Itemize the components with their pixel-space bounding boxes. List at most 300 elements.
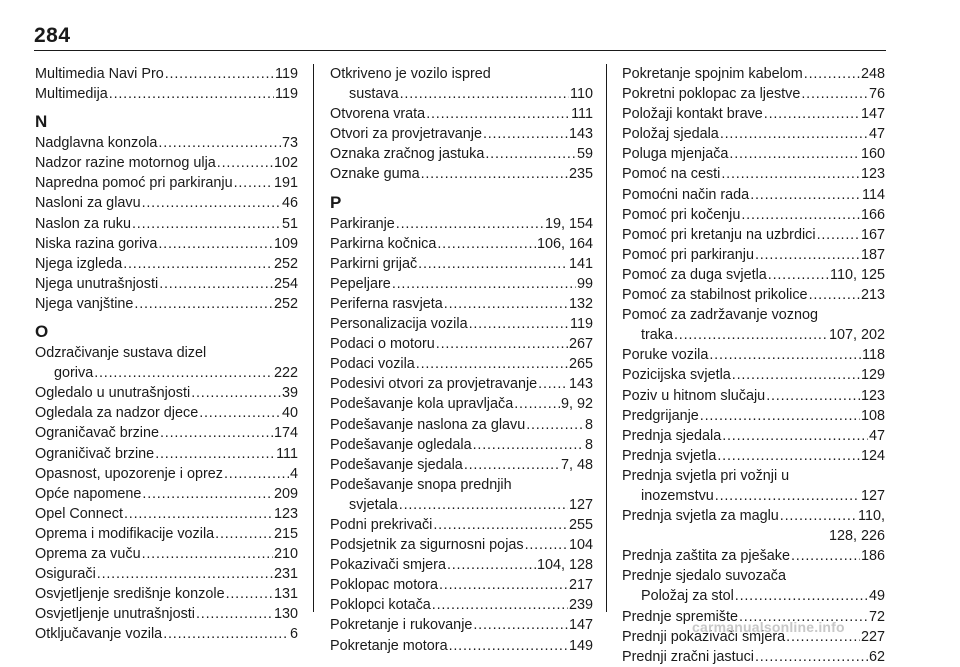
- index-entry: [35, 214, 298, 234]
- index-entry-label: Prednja svjetla za maglu: [622, 508, 779, 525]
- section-letter: O: [35, 322, 49, 342]
- index-entry-label: inozemstvu: [641, 487, 714, 504]
- leader-dots: [538, 374, 568, 394]
- leader-dots: [97, 564, 273, 584]
- index-entry-page: 124: [860, 447, 885, 464]
- leader-dots: [447, 555, 536, 575]
- leader-dots: [436, 334, 568, 354]
- column-divider-1: [313, 64, 314, 612]
- index-entry: [35, 84, 298, 104]
- index-entry-label: Opasnost, upozorenje i oprez: [35, 465, 223, 482]
- leader-dots: [809, 285, 860, 305]
- index-entry: [622, 486, 885, 506]
- index-entry-label: Podaci vozila: [330, 356, 415, 373]
- index-entry-label: Njega vanjštine: [35, 295, 134, 312]
- watermark-text: carmanualsonline.info: [692, 619, 845, 635]
- leader-dots: [721, 164, 860, 184]
- index-entry-page: 130: [273, 606, 298, 623]
- index-entry-page: 209: [273, 485, 298, 502]
- index-entry-page: 4: [289, 465, 298, 482]
- index-entry: [330, 254, 593, 274]
- leader-dots: [801, 84, 868, 104]
- leader-dots: [709, 345, 861, 365]
- index-entry-page: 73: [281, 135, 298, 152]
- index-entry: [35, 524, 298, 544]
- index-entry-label: Prednje spremište: [622, 608, 738, 625]
- index-entry-page: 127: [860, 487, 885, 504]
- leader-dots: [449, 636, 568, 656]
- index-entry-label: Podsjetnik za sigurnosni pojas: [330, 537, 524, 554]
- index-entry-label: Nadzor razine motornog ulja: [35, 155, 216, 172]
- index-entry-label: Pomoć na cesti: [622, 166, 721, 183]
- leader-dots: [217, 153, 273, 173]
- index-entry-label: Njega unutrašnjosti: [35, 275, 159, 292]
- index-entry: [330, 455, 593, 475]
- index-entry: [622, 406, 885, 426]
- leader-dots: [439, 575, 568, 595]
- index-entry-label: Ograničivač brzine: [35, 445, 155, 462]
- leader-dots: [158, 234, 273, 254]
- index-entry: [35, 564, 298, 584]
- index-entry-page: 46: [281, 195, 298, 212]
- index-entry-label: Pokretanje spojnim kabelom: [622, 66, 803, 82]
- index-entry: [330, 84, 593, 104]
- index-entry-label: Multimedia Navi Pro: [35, 66, 164, 82]
- index-entry-label: Pokretanje motora: [330, 637, 448, 654]
- index-entry-page: 265: [568, 356, 593, 373]
- index-entry: [330, 214, 593, 234]
- index-entry-page: 123: [860, 387, 885, 404]
- index-entry-label: Oprema za vuču: [35, 545, 141, 562]
- index-entry-label: Prednji zračni jastuci: [622, 648, 754, 665]
- index-entry-page: 235: [568, 166, 593, 183]
- index-entry-page: 72: [868, 608, 885, 625]
- index-entry-label: Poklopci kotača: [330, 597, 431, 614]
- index-entry-page: 143: [568, 126, 593, 143]
- leader-dots: [715, 486, 860, 506]
- index-entry: [330, 164, 593, 184]
- leader-dots: [142, 544, 273, 564]
- index-entry: [330, 535, 593, 555]
- index-entry-heading: Odzračivanje sustava dizel: [35, 345, 207, 362]
- leader-dots: [526, 415, 584, 435]
- index-entry-label: Podaci o motoru: [330, 336, 435, 353]
- index-entry-page: 210: [273, 545, 298, 562]
- index-entry: [330, 104, 593, 124]
- index-entry-label: Podešavanje ogledala: [330, 436, 472, 453]
- index-entry-page: 129: [860, 367, 885, 384]
- index-entry-page: 255: [568, 516, 593, 533]
- leader-dots: [226, 584, 273, 604]
- index-entry-page: 119: [275, 86, 298, 103]
- leader-dots: [124, 504, 273, 524]
- index-entry-label: Položaj za stol: [641, 588, 734, 605]
- leader-dots: [421, 164, 568, 184]
- index-entry-page: 141: [568, 255, 593, 272]
- index-entry-page: 49: [868, 588, 885, 605]
- index-entry: [330, 124, 593, 144]
- index-entry: [35, 604, 298, 624]
- leader-dots: [485, 144, 576, 164]
- index-entry: [330, 555, 593, 575]
- index-entry-page: 76: [868, 86, 885, 103]
- index-entry-label: Pomoć pri kretanju na uzbrdici: [622, 226, 816, 243]
- index-entry: [330, 374, 593, 394]
- index-entry-page: 267: [568, 336, 593, 353]
- leader-dots: [134, 294, 273, 314]
- index-entry-label: Pepeljare: [330, 275, 391, 292]
- index-entry-label: Prednja svjetla: [622, 447, 717, 464]
- index-entry-page: 252: [273, 255, 298, 272]
- index-entry-page: 127: [568, 496, 593, 513]
- leader-dots: [469, 314, 569, 334]
- index-entry-label: Otvorena vrata: [330, 106, 426, 123]
- leader-dots: [804, 64, 860, 84]
- index-entry-page: 47: [868, 126, 885, 143]
- index-entry-page: 160: [860, 146, 885, 163]
- index-entry: [330, 294, 593, 314]
- leader-dots: [191, 383, 281, 403]
- index-entry-page: 39: [281, 385, 298, 402]
- leader-dots: [142, 484, 273, 504]
- index-entry-label: Podni prekrivači: [330, 516, 433, 533]
- header-rule: [34, 50, 886, 51]
- leader-dots: [525, 535, 568, 555]
- index-entry: [330, 274, 593, 294]
- leader-dots: [142, 193, 281, 213]
- index-entry-label: Parkiranje: [330, 215, 395, 232]
- section-letter: P: [330, 192, 342, 212]
- leader-dots: [780, 506, 857, 526]
- leader-dots: [700, 406, 860, 426]
- index-entry-label: Niska razina goriva: [35, 235, 158, 252]
- index-column-3: [622, 64, 885, 667]
- leader-dots: [196, 604, 273, 624]
- index-entry: [330, 595, 593, 615]
- index-entry: [35, 624, 298, 644]
- index-entry-page: 222: [273, 365, 298, 382]
- leader-dots: [155, 444, 275, 464]
- index-entry: [35, 504, 298, 524]
- index-entry-page: 174: [273, 425, 298, 442]
- index-entry: [35, 234, 298, 254]
- index-entry-page: 6: [289, 626, 298, 643]
- leader-dots: [674, 325, 828, 345]
- index-entry-page: 147: [860, 106, 885, 123]
- index-entry: [35, 363, 298, 383]
- index-entry-page: 108: [860, 407, 885, 424]
- index-entry-page: 114: [862, 186, 885, 203]
- leader-dots: [109, 84, 274, 104]
- index-entry-page: 40: [281, 405, 298, 422]
- index-entry-label: Podešavanje kola upravljača: [330, 396, 514, 413]
- leader-dots: [399, 495, 568, 515]
- index-entry-page: 7, 48: [560, 456, 593, 473]
- index-entry-label: Prednji pokazivači smjera: [622, 628, 786, 645]
- index-entry-page: 110: [570, 86, 593, 103]
- index-entry: [622, 386, 885, 406]
- index-entry: [622, 245, 885, 265]
- index-entry-label: Pomoć pri parkiranju: [622, 246, 754, 263]
- index-entry-label: Nadglavna konzola: [35, 135, 158, 152]
- section-letter: N: [35, 112, 48, 132]
- index-column-1: [35, 64, 298, 644]
- leader-dots: [735, 586, 868, 606]
- index-entry: [622, 365, 885, 385]
- page-number: 284: [34, 24, 71, 47]
- leader-dots: [755, 647, 868, 667]
- index-entry-page: 119: [570, 316, 593, 333]
- index-entry-label: Oprema i modifikacije vozila: [35, 525, 215, 542]
- index-entry-label: Osvjetljenje središnje konzole: [35, 586, 225, 603]
- leader-dots: [750, 185, 861, 205]
- index-entry: [622, 546, 885, 566]
- index-entry-label: Poziv u hitnom slučaju: [622, 387, 766, 404]
- index-entry-label: Opel Connect: [35, 505, 123, 522]
- index-entry-label: Ogledalo u unutrašnjosti: [35, 385, 191, 402]
- index-entry: [35, 484, 298, 504]
- index-entry-heading: Pomoć za zadržavanje voznog: [622, 307, 818, 324]
- index-entry-label: Oznaka zračnog jastuka: [330, 146, 485, 163]
- index-entry-label: Pomoćni način rada: [622, 186, 750, 203]
- leader-dots: [234, 173, 273, 193]
- index-entry: [35, 383, 298, 403]
- index-entry: [330, 144, 593, 164]
- index-entry-page: 51: [281, 215, 298, 232]
- index-entry-page: 252: [273, 295, 298, 312]
- leader-dots: [418, 254, 568, 274]
- index-entry-page: 104, 128: [536, 557, 593, 574]
- index-entry: [330, 334, 593, 354]
- index-entry: [35, 544, 298, 564]
- index-entry-label: Opće napomene: [35, 485, 142, 502]
- index-entry-page: 106, 164: [536, 235, 593, 252]
- leader-dots: [464, 455, 560, 475]
- index-entry: [330, 575, 593, 595]
- index-entry-label: Pokazivači smjera: [330, 557, 446, 574]
- index-entry: [330, 435, 593, 455]
- index-entry-label: Multimedija: [35, 86, 108, 103]
- index-entry-label: Personalizacija vozila: [330, 316, 468, 333]
- leader-dots: [123, 254, 273, 274]
- index-entry-page: 132: [568, 295, 593, 312]
- index-entry-page: 143: [568, 376, 593, 393]
- index-entry: [35, 423, 298, 443]
- index-entry-page: 187: [860, 246, 885, 263]
- leader-dots: [160, 423, 273, 443]
- index-entry: [622, 124, 885, 144]
- index-entry-page: 123: [860, 166, 885, 183]
- leader-dots: [224, 464, 289, 484]
- index-entry-label: Predgrijanje: [622, 407, 699, 424]
- index-entry: [330, 615, 593, 635]
- index-entry: [35, 294, 298, 314]
- index-entry: [622, 506, 885, 526]
- index-entry: [330, 394, 593, 414]
- index-entry-heading: Otkriveno je vozilo ispred: [330, 66, 491, 82]
- leader-dots: [791, 546, 860, 566]
- index-entry: [622, 64, 885, 84]
- index-entry-label: goriva: [54, 365, 94, 382]
- index-entry-label: Poluga mjenjača: [622, 146, 729, 163]
- index-entry-page: 118: [862, 347, 885, 364]
- leader-dots: [473, 615, 568, 635]
- index-entry-page: 107, 202: [828, 327, 885, 344]
- index-entry: [35, 254, 298, 274]
- index-entry-label: Naslon za ruku: [35, 215, 131, 232]
- index-entry: [35, 193, 298, 213]
- index-entry-page: 110, 125: [830, 266, 885, 283]
- leader-dots: [158, 133, 281, 153]
- index-entry-page: 213: [860, 287, 885, 304]
- leader-dots: [473, 435, 584, 455]
- index-entry-page: 99: [576, 275, 593, 292]
- index-entry: [35, 274, 298, 294]
- index-entry: [622, 225, 885, 245]
- index-entry-page: 104: [568, 537, 593, 554]
- index-entry-label: Osvjetljenje unutrašnjosti: [35, 606, 195, 623]
- leader-dots: [720, 124, 868, 144]
- index-entry-heading: Prednje sjedalo suvozača: [622, 568, 786, 585]
- leader-dots: [817, 225, 860, 245]
- index-entry-label: Otvori za provjetravanje: [330, 126, 482, 143]
- index-entry-label: Poruke vozila: [622, 347, 709, 364]
- index-entry: [622, 84, 885, 104]
- index-entry: [622, 345, 885, 365]
- index-entry-page: 215: [273, 525, 298, 542]
- leader-dots: [94, 363, 273, 383]
- leader-dots: [732, 365, 860, 385]
- index-entry: [35, 133, 298, 153]
- index-entry-label: Položaj sjedala: [622, 126, 719, 143]
- index-entry-page: 19, 154: [544, 215, 593, 232]
- index-entry: [622, 586, 885, 606]
- index-entry-label: Njega izgleda: [35, 255, 123, 272]
- index-entry: [35, 64, 298, 84]
- index-entry-page: 8: [584, 436, 593, 453]
- leader-dots: [433, 515, 568, 535]
- leader-dots: [722, 426, 868, 446]
- index-entry-page: 111: [571, 106, 593, 123]
- index-entry-label: Podešavanje sjedala: [330, 456, 463, 473]
- leader-dots: [199, 403, 281, 423]
- leader-dots: [396, 214, 544, 234]
- index-entry-page: 147: [568, 617, 593, 634]
- index-entry-page: 239: [568, 597, 593, 614]
- index-entry: [330, 415, 593, 435]
- index-entry-label: Pokretanje i rukovanje: [330, 617, 473, 634]
- index-entry: [622, 325, 885, 345]
- index-column-2: [330, 64, 593, 656]
- leader-dots: [165, 64, 274, 84]
- index-entry-page: 186: [860, 548, 885, 565]
- leader-dots: [717, 446, 860, 466]
- leader-dots: [163, 624, 289, 644]
- index-entry: [35, 584, 298, 604]
- index-entry-label: Oznake guma: [330, 166, 420, 183]
- leader-dots: [432, 595, 568, 615]
- index-entry-page: 102: [273, 155, 298, 172]
- index-entry-label: Napredna pomoć pri parkiranju: [35, 175, 233, 192]
- index-entry-page: 123: [273, 505, 298, 522]
- index-entry-heading: Podešavanje snopa prednjih: [330, 476, 512, 493]
- index-entry-label: Podesivi otvori za provjetravanje: [330, 376, 538, 393]
- index-entry-label: Pozicijska svjetla: [622, 367, 731, 384]
- index-entry-page: 109: [273, 235, 298, 252]
- index-entry-page-continuation: 128, 226: [828, 528, 885, 545]
- index-entry-label: svjetala: [349, 496, 398, 513]
- leader-dots: [400, 84, 569, 104]
- index-entry: [330, 515, 593, 535]
- leader-dots: [132, 214, 281, 234]
- index-entry-label: traka: [641, 327, 673, 344]
- leader-dots: [514, 394, 560, 414]
- index-entry-label: Periferna rasvjeta: [330, 295, 443, 312]
- index-entry: [622, 647, 885, 667]
- index-entry: [622, 265, 885, 285]
- leader-dots: [426, 104, 570, 124]
- index-entry: [622, 185, 885, 205]
- index-entry-label: Pomoć za stabilnost prikolice: [622, 287, 808, 304]
- index-entry: [622, 285, 885, 305]
- leader-dots: [729, 144, 860, 164]
- index-entry-page: 227: [860, 628, 885, 645]
- index-entry-label: Pomoć za duga svjetla: [622, 266, 767, 283]
- index-entry: [330, 354, 593, 374]
- index-entry-label: Pokretni poklopac za ljestve: [622, 86, 801, 103]
- index-entry-label: sustava: [349, 86, 399, 103]
- index-entry-label: Podešavanje naslona za glavu: [330, 416, 526, 433]
- index-entry-label: Ogledala za nadzor djece: [35, 405, 199, 422]
- index-entry-heading: Prednja svjetla pri vožnji u: [622, 467, 790, 484]
- index-entry-label: Pomoć pri kočenju: [622, 206, 741, 223]
- index-entry-page: 111: [276, 445, 298, 462]
- index-entry-page: 110,: [858, 508, 885, 525]
- index-entry: [35, 153, 298, 173]
- index-entry-page: 166: [860, 206, 885, 223]
- leader-dots: [444, 294, 568, 314]
- index-entry-page: 59: [576, 146, 593, 163]
- index-entry-page: 231: [273, 566, 298, 583]
- index-entry-page: 62: [868, 648, 885, 665]
- leader-dots: [483, 124, 568, 144]
- index-entry-label: Poklopac motora: [330, 577, 438, 594]
- index-entry: [35, 403, 298, 423]
- index-entry-page: 9, 92: [560, 396, 593, 413]
- index-entry-page: 254: [273, 275, 298, 292]
- index-entry-label: Položaji kontakt brave: [622, 106, 763, 123]
- leader-dots: [766, 386, 860, 406]
- index-entry: [622, 104, 885, 124]
- index-entry-page: 47: [868, 427, 885, 444]
- index-entry: [622, 164, 885, 184]
- index-entry: [330, 495, 593, 515]
- index-entry: [35, 444, 298, 464]
- index-entry: [35, 464, 298, 484]
- index-entry-label: Parkirna kočnica: [330, 235, 437, 252]
- index-entry-label: Nasloni za glavu: [35, 195, 141, 212]
- index-entry-page: 167: [860, 226, 885, 243]
- index-entry-label: Prednja zaštita za pješake: [622, 548, 790, 565]
- index-entry-label: Prednja sjedala: [622, 427, 722, 444]
- index-entry: [622, 205, 885, 225]
- index-entry-page: 217: [568, 577, 593, 594]
- leader-dots: [768, 265, 829, 285]
- index-entry: [35, 173, 298, 193]
- leader-dots: [416, 354, 568, 374]
- index-entry: [330, 636, 593, 656]
- index-entry-page: 119: [275, 66, 298, 82]
